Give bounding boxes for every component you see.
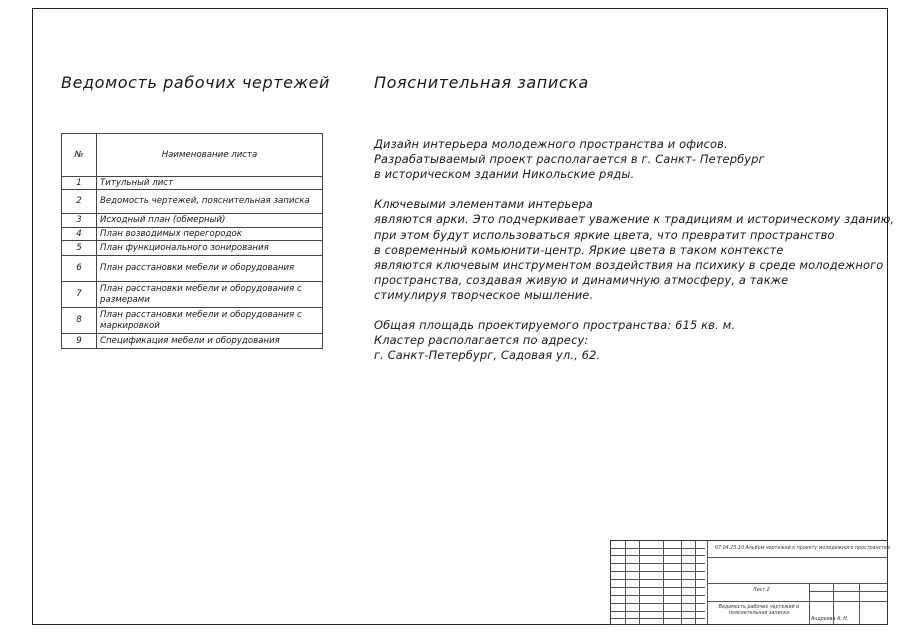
stamp-grid-line xyxy=(611,563,705,564)
note-paragraph xyxy=(374,137,879,182)
stamp-grid-line xyxy=(707,601,887,602)
stamp-grid-line xyxy=(707,557,887,558)
stamp-grid-line xyxy=(611,571,705,572)
row-name: План возводимых перегородок xyxy=(97,228,323,241)
table-row xyxy=(62,214,323,228)
note-line: г. Санкт-Петербург, Садовая ул., 62. xyxy=(374,348,601,363)
sheet-list-table xyxy=(61,133,323,349)
stamp-grid-line xyxy=(611,603,705,604)
note-line: Кластер располагается по адресу: xyxy=(374,333,589,348)
row-number: 6 xyxy=(62,256,97,282)
row-number: 1 xyxy=(62,177,97,190)
stamp-grid-line xyxy=(707,583,887,584)
note-paragraph xyxy=(374,318,879,363)
note-line: стимулируя творческое мышление. xyxy=(374,287,594,302)
stamp-grid-line xyxy=(611,587,705,588)
stamp-grid-line xyxy=(611,548,705,549)
row-name: Ведомость чертежей, пояснительная записка xyxy=(97,190,323,214)
col-name-header: Наименование листа xyxy=(97,134,323,177)
row-number: 4 xyxy=(62,228,97,241)
row-number: 7 xyxy=(62,282,97,308)
note-line: являются арки. Это подчеркивает уважение к традициям и историческому зданию, xyxy=(374,212,895,227)
note-line: в современный комьюнити-центр. Яркие цвета в таком контексте xyxy=(374,242,784,257)
stamp-grid-line xyxy=(611,595,705,596)
stamp-grid-line xyxy=(809,591,887,592)
explanatory-note-text xyxy=(374,137,895,379)
table-row xyxy=(62,256,323,282)
table-row xyxy=(62,228,323,241)
table-row xyxy=(62,334,323,349)
row-name: План расстановки мебели и оборудования xyxy=(97,256,323,282)
stamp-grid-line xyxy=(611,555,705,556)
table-row xyxy=(62,241,323,256)
stamp-designation: 07.04.23.10 Альбом чертежей к проекту молодежного пространства xyxy=(715,546,890,551)
note-line: Дизайн интерьера молодежного пространства и офисов. xyxy=(374,137,728,151)
note-line: в историческом здании Никольские ряды. xyxy=(374,167,635,182)
note-line: при этом будут использоваться яркие цвета, что превратит пространство xyxy=(374,227,835,242)
row-name: Титульный лист xyxy=(97,177,323,190)
note-line: пространства, создавая живую и динамичную атмосферу, а также xyxy=(374,272,789,287)
row-number: 8 xyxy=(62,308,97,334)
row-number: 9 xyxy=(62,334,97,349)
stamp-sheet-title: Ведомость рабочих чертежей и пояснительная записка xyxy=(718,605,800,616)
stamp-author: Андреева А. Н. xyxy=(811,617,849,622)
explanatory-note-heading: Пояснительная записка xyxy=(374,73,589,92)
table-row xyxy=(62,190,323,214)
stamp-grid-line xyxy=(611,618,705,619)
note-line: Ключевыми элементами интерьера xyxy=(374,197,593,212)
stamp-grid-line xyxy=(611,611,705,612)
sheet-list-heading: Ведомость рабочих чертежей xyxy=(61,73,331,92)
table-row xyxy=(62,177,323,190)
row-name: Исходный план (обмерный) xyxy=(97,214,323,228)
note-line: Общая площадь проектируемого пространства: 615 кв. м. xyxy=(374,318,736,333)
col-number-header: № xyxy=(62,134,97,177)
row-name: План расстановки мебели и оборудования с маркировкой xyxy=(97,308,323,334)
note-line: являются ключевым инструментом воздействия на психику в среде молодежного xyxy=(374,257,884,272)
stamp-sheet: Лист 2 xyxy=(753,588,770,593)
stamp-grid-line xyxy=(859,583,860,624)
row-number: 3 xyxy=(62,214,97,228)
row-number: 5 xyxy=(62,241,97,256)
stamp-grid-line xyxy=(809,583,810,624)
row-name: План функционального зонирования xyxy=(97,241,323,256)
table-header-row xyxy=(62,134,323,177)
note-paragraph xyxy=(374,197,895,303)
note-line: Разрабатываемый проект располагается в г. Санкт- Петербург xyxy=(374,152,765,167)
row-number: 2 xyxy=(62,190,97,214)
table-row xyxy=(62,282,323,308)
row-name: План расстановки мебели и оборудования с размерами xyxy=(97,282,323,308)
table-row xyxy=(62,308,323,334)
title-block xyxy=(610,540,888,625)
row-name: Спецификация мебели и оборудования xyxy=(97,334,323,349)
stamp-grid-line xyxy=(611,579,705,580)
